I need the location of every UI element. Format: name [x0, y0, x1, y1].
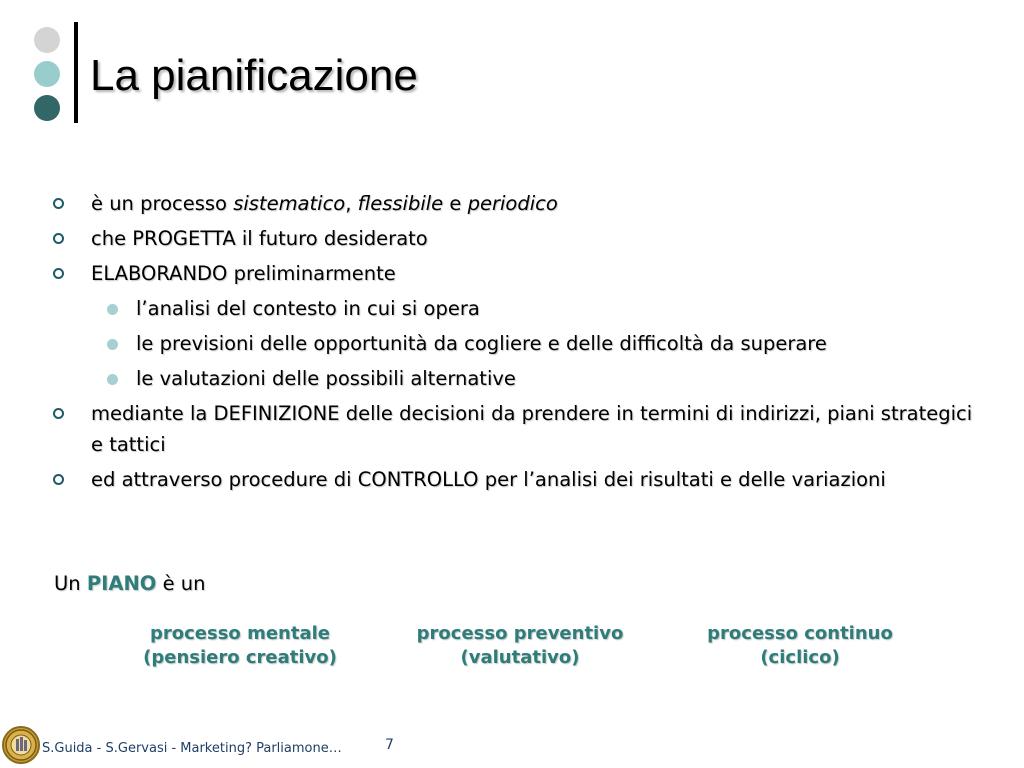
bullet-text: e [443, 192, 468, 215]
lead-keyword: PIANO [86, 572, 157, 595]
bullet-ring-icon [53, 268, 64, 279]
bullet-item [0, 464, 1024, 495]
bullet-text: ed attraverso procedure di CONTROLLO per l’analisi dei risultati e delle variazioni [91, 468, 886, 491]
bullet-text: è un processo [91, 192, 234, 215]
process-preventive [395, 622, 645, 670]
slide-title: La pianificazione [90, 51, 418, 100]
decor-dot-medium [34, 61, 60, 87]
bullet-ring-icon [53, 474, 64, 485]
decor-dot-light [34, 27, 60, 53]
page-number: 7 [385, 737, 394, 753]
bullet-item [0, 223, 1024, 254]
process-subtitle: (valutativo) [460, 647, 580, 668]
sub-bullet-item [0, 363, 1024, 394]
plan-lead [54, 568, 206, 599]
bullet-text: l’analisi del contesto in cui si opera [136, 297, 480, 320]
process-title: processo mentale [150, 623, 330, 644]
bullet-item [0, 258, 1024, 289]
bullet-text: mediante la DEFINIZIONE delle decisioni da prendere in termini di indirizzi, piani strategici e tattici [91, 402, 973, 456]
sub-bullet-item [0, 293, 1024, 324]
bullet-ring-icon [53, 408, 64, 419]
title-divider [74, 22, 78, 123]
process-subtitle: (ciclico) [760, 647, 840, 668]
bullet-item [0, 188, 1024, 219]
bullet-dot-icon [107, 304, 118, 315]
process-title: processo continuo [707, 623, 893, 644]
bullet-text: che PROGETTA il futuro desiderato [91, 227, 428, 250]
seal-emblem-icon [4, 728, 38, 762]
bullet-ring-icon [53, 233, 64, 244]
bullet-dot-icon [107, 339, 118, 350]
bullet-text: le valutazioni delle possibili alternative [136, 367, 516, 390]
bullet-emphasis: sistematico [233, 192, 346, 215]
process-mental [120, 622, 360, 670]
bullet-list [0, 188, 1024, 499]
bullet-ring-icon [53, 198, 64, 209]
bullet-dot-icon [107, 374, 118, 385]
lead-text-before: Un [54, 572, 87, 595]
university-seal-logo [2, 726, 40, 764]
lead-text-after: è un [156, 572, 206, 595]
process-subtitle: (pensiero creativo) [143, 647, 337, 668]
sub-bullet-item [0, 328, 1024, 359]
bullet-item [0, 398, 1024, 460]
bullet-text: ELABORANDO preliminarmente [91, 262, 396, 285]
bullet-text: le previsioni delle opportunità da cogliere e delle difficoltà da superare [136, 332, 827, 355]
decor-dot-dark [34, 95, 60, 121]
bullet-emphasis: flessibile [357, 192, 444, 215]
footer-credit: S.Guida - S.Gervasi - Marketing? Parliamone… [42, 741, 342, 756]
process-continuous [685, 622, 915, 670]
bullet-emphasis: periodico [467, 192, 558, 215]
bullet-text: , [345, 192, 358, 215]
process-title: processo preventivo [416, 623, 624, 644]
